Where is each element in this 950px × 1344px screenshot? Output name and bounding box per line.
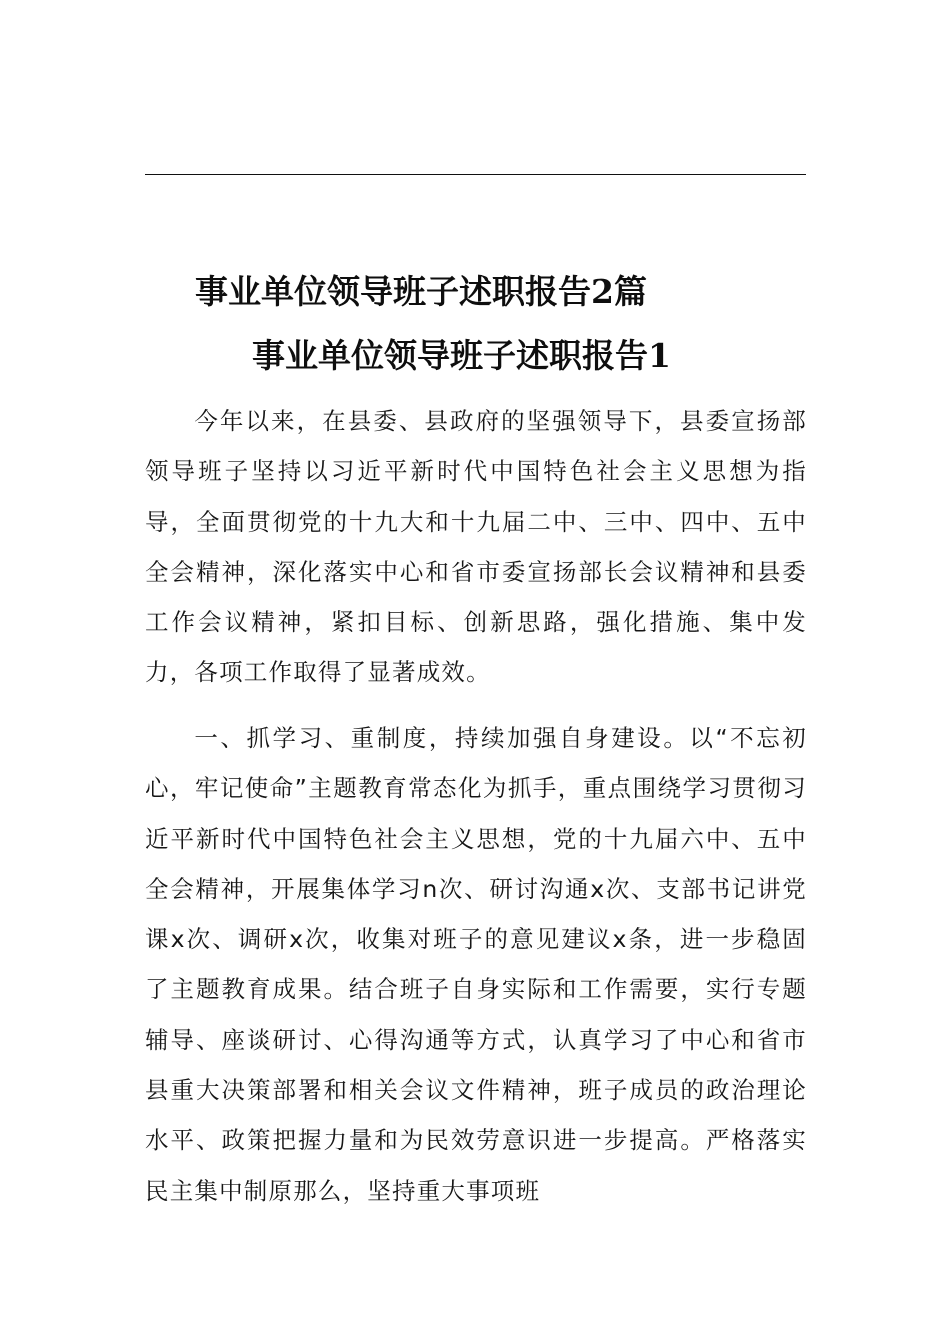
paragraph-section-1: 一、抓学习、重制度，持续加强自身建设。以“不忘初心，牢记使命”主题教育常态化为抓手，重点围绕学习贯彻习近平新时代中国特色社会主义思想，党的十九届六中、五中全会精神，开展集体学习n次、研讨沟通x次、支部书记讲党课x次、调研x次，收集对班子的意见建议x条，进一步稳固了主题教育成果。结合班子自身实际和工作需要，实行专题辅导、座谈研讨、心得沟通等方式，认真学习了中心和省市县重大决策部署和相关会议文件精神，班子成员的政治理论水平、政策把握力量和为民效劳意识进一步提高。严格落实民主集中制原那么，坚持重大事项班 [145,724,807,1205]
header-rule [145,174,806,175]
paragraph-intro: 今年以来，在县委、县政府的坚强领导下，县委宣扬部领导班子坚持以习近平新时代中国特色社会主义思想为指导，全面贯彻党的十九大和十九届二中、三中、四中、五中全会精神，深化落实中心和省市委宣扬部长会议精神和县委工作会议精神，紧扣目标、创新思路，强化措施、集中发力，各项工作取得了显著成效。 [145,407,807,687]
document-subtitle: 事业单位领导班子述职报告1 [252,336,671,375]
document-title: 事业单位领导班子述职报告2篇 [195,272,647,311]
